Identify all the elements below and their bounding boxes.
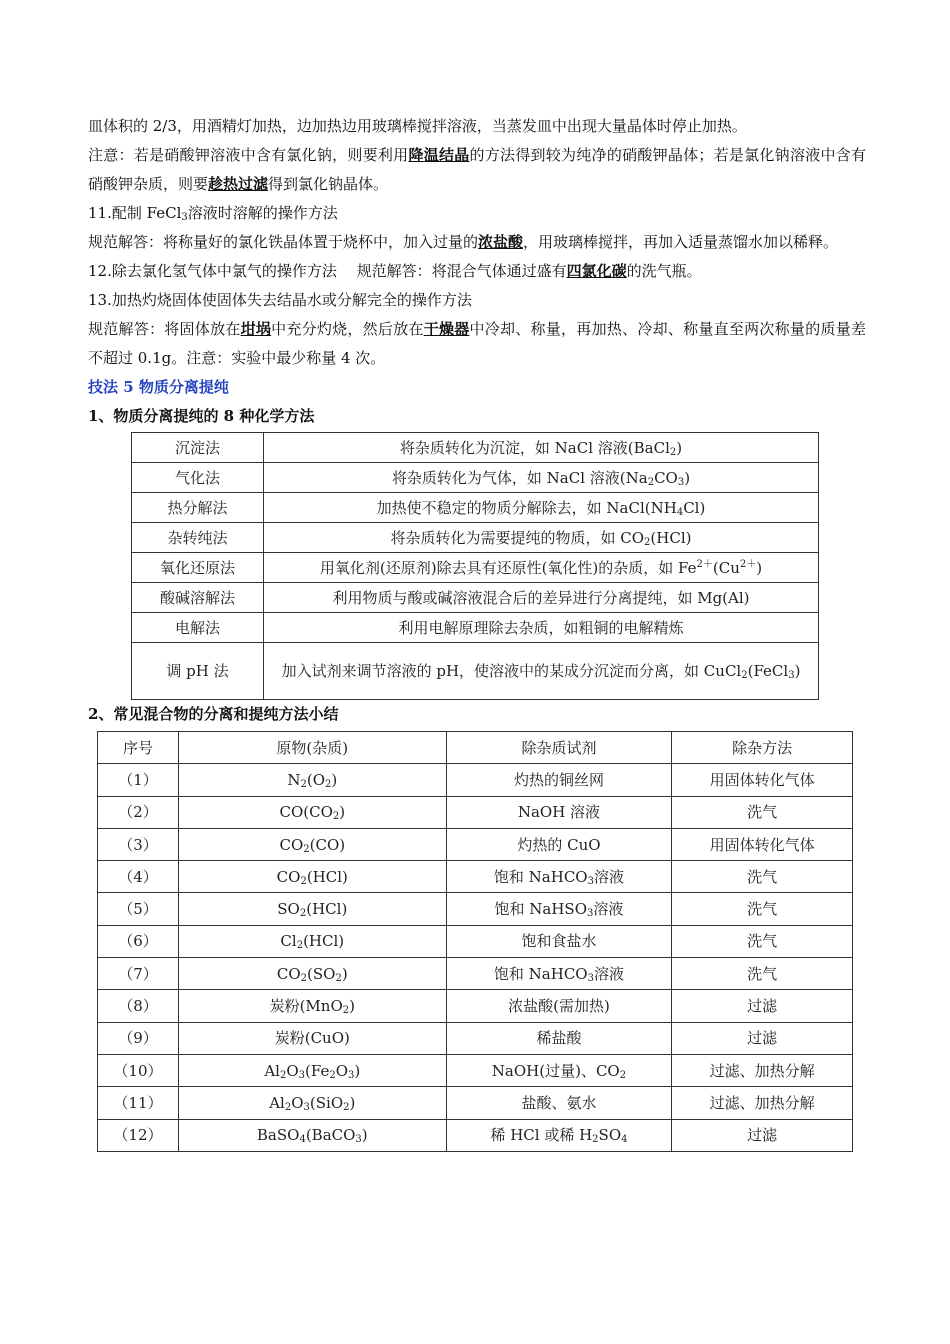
substance-cell: $Cl_2(HCl)$ bbox=[178, 925, 446, 957]
reagent-cell: 饱和 NaHCO$_3$溶液 bbox=[446, 958, 672, 990]
row-number: （2） bbox=[98, 796, 179, 828]
emphasis-term: 降温结晶 bbox=[408, 146, 470, 164]
substance-cell: $CO_2(CO)$ bbox=[178, 828, 446, 860]
method-desc: 将杂质转化为沉淀，如 NaCl 溶液(BaCl$_2$) bbox=[264, 433, 819, 463]
column-header: 除杂方法 bbox=[672, 732, 853, 764]
row-number: （11） bbox=[98, 1087, 179, 1119]
substance-cell: $N_2(O_2)$ bbox=[178, 764, 446, 796]
reagent-cell: 灼热的 CuO bbox=[446, 828, 672, 860]
row-number: （9） bbox=[98, 1022, 179, 1054]
table-row bbox=[98, 1022, 853, 1054]
substance-cell: 炭粉(MnO$_2$) bbox=[178, 990, 446, 1022]
item-11-answer: 规范解答：将称量好的氯化铁晶体置于烧杯中，加入过量的浓盐酸，用玻璃棒搅拌，再加入适量蒸馏水加以稀释。 bbox=[88, 233, 839, 251]
table-row bbox=[98, 893, 853, 925]
table-row bbox=[132, 493, 819, 523]
row-number: （5） bbox=[98, 893, 179, 925]
row-number: （10） bbox=[98, 1054, 179, 1086]
substance-cell: $CO_2(SO_2)$ bbox=[178, 958, 446, 990]
item-12: 12.除去氯化氢气体中氯气的操作方法 规范解答：将混合气体通过盛有四氯化碳的洗气瓶。 bbox=[88, 262, 702, 280]
method-desc: 利用物质与酸或碱溶液混合后的差异进行分离提纯，如 Mg(Al) bbox=[264, 583, 819, 613]
emphasis-term: 趁热过滤 bbox=[208, 175, 269, 193]
table-row bbox=[132, 523, 819, 553]
method-name: 热分解法 bbox=[132, 493, 264, 523]
emphasis-term: 干燥器 bbox=[423, 320, 470, 338]
method-cell: 洗气 bbox=[672, 958, 853, 990]
reagent-cell: 浓盐酸(需加热) bbox=[446, 990, 672, 1022]
method-cell: 洗气 bbox=[672, 861, 853, 893]
method-cell: 洗气 bbox=[672, 893, 853, 925]
method-desc: 加热使不稳定的物质分解除去，如 $NaCl(NH_4Cl)$ bbox=[264, 493, 819, 523]
method-name: 杂转纯法 bbox=[132, 523, 264, 553]
method-desc: 将杂质转化为气体，如 NaCl 溶液$(Na_2CO_3)$ bbox=[264, 463, 819, 493]
method-cell: 过滤 bbox=[672, 1119, 853, 1151]
emphasis-term: 浓盐酸 bbox=[478, 233, 524, 251]
table2-title: 2、常见混合物的分离和提纯方法小结 bbox=[88, 705, 339, 723]
column-header: 原物(杂质) bbox=[178, 732, 446, 764]
method-desc: 加入试剂来调节溶液的 pH，使溶液中的某成分沉淀而分离，如 CuCl$_2$(FeCl$_3$) bbox=[264, 643, 819, 700]
method-cell: 过滤 bbox=[672, 1022, 853, 1054]
table-row bbox=[98, 1054, 853, 1086]
reagent-cell: NaOH 溶液 bbox=[446, 796, 672, 828]
table-row bbox=[98, 796, 853, 828]
table-row bbox=[98, 1087, 853, 1119]
section-title: 技法 5 物质分离提纯 bbox=[88, 378, 229, 396]
method-cell: 用固体转化气体 bbox=[672, 764, 853, 796]
method-name: 气化法 bbox=[132, 463, 264, 493]
table-row bbox=[98, 861, 853, 893]
reagent-cell: 灼热的铜丝网 bbox=[446, 764, 672, 796]
separation-summary-table bbox=[97, 731, 853, 1152]
table-row bbox=[132, 553, 819, 583]
method-cell: 洗气 bbox=[672, 925, 853, 957]
table-row bbox=[98, 764, 853, 796]
table-row bbox=[132, 433, 819, 463]
item-13-heading: 13.加热灼烧固体使固体失去结晶水或分解完全的操作方法 bbox=[88, 291, 472, 309]
row-number: （3） bbox=[98, 828, 179, 860]
table1-title: 1、物质分离提纯的 8 种化学方法 bbox=[88, 407, 315, 425]
method-name: 沉淀法 bbox=[132, 433, 264, 463]
item-13-answer: 规范解答：将固体放在坩埚中充分灼烧，然后放在干燥器中冷却、称量，再加热、冷却、称量直至两次称量的质量差不超过 0.1g。注意：实验中最少称量 4 次。 bbox=[88, 320, 866, 367]
method-name: 氧化还原法 bbox=[132, 553, 264, 583]
emphasis-term: 坩埚 bbox=[240, 320, 272, 338]
method-cell: 过滤 bbox=[672, 990, 853, 1022]
chemical-methods-table bbox=[131, 432, 819, 700]
row-number: （8） bbox=[98, 990, 179, 1022]
method-desc: 利用电解原理除去杂质，如粗铜的电解精炼 bbox=[264, 613, 819, 643]
paragraph-note: 注意：若是硝酸钾溶液中含有氯化钠，则要利用降温结晶的方法得到较为纯净的硝酸钾晶体；若是氯化钠溶液中含有硝酸钾杂质，则要趁热过滤得到氯化钠晶体。 bbox=[88, 146, 866, 193]
reagent-cell: 稀盐酸 bbox=[446, 1022, 672, 1054]
reagent-cell: 稀 HCl 或稀 $H_2SO_4$ bbox=[446, 1119, 672, 1151]
reagent-cell: 饱和 NaHCO$_3$溶液 bbox=[446, 861, 672, 893]
column-header: 除杂质试剂 bbox=[446, 732, 672, 764]
substance-cell: $CO(CO_2)$ bbox=[178, 796, 446, 828]
emphasis-term: 四氯化碳 bbox=[566, 262, 627, 280]
item-11-heading: 11.配制 FeCl$_3$溶液时溶解的操作方法 bbox=[88, 204, 338, 223]
reagent-cell: 饱和食盐水 bbox=[446, 925, 672, 957]
table-row bbox=[98, 1119, 853, 1151]
method-name: 调 pH 法 bbox=[132, 643, 264, 700]
table-row bbox=[132, 643, 819, 700]
table-row bbox=[132, 463, 819, 493]
table-row bbox=[132, 613, 819, 643]
reagent-cell: 盐酸、氨水 bbox=[446, 1087, 672, 1119]
document-page bbox=[88, 112, 866, 1152]
reagent-cell: 饱和 NaHSO$_3$溶液 bbox=[446, 893, 672, 925]
table-row bbox=[98, 925, 853, 957]
table-header-row bbox=[98, 732, 853, 764]
substance-cell: $Al_2O_3(Fe_2O_3)$ bbox=[178, 1054, 446, 1086]
method-desc: 将杂质转化为需要提纯的物质，如 $CO_2(HCl)$ bbox=[264, 523, 819, 553]
method-name: 电解法 bbox=[132, 613, 264, 643]
method-cell: 洗气 bbox=[672, 796, 853, 828]
substance-cell: $Al_2O_3(SiO_2)$ bbox=[178, 1087, 446, 1119]
table-row bbox=[98, 990, 853, 1022]
row-number: （7） bbox=[98, 958, 179, 990]
row-number: （12） bbox=[98, 1119, 179, 1151]
method-cell: 过滤、加热分解 bbox=[672, 1087, 853, 1119]
row-number: （1） bbox=[98, 764, 179, 796]
row-number: （4） bbox=[98, 861, 179, 893]
substance-cell: $SO_2(HCl)$ bbox=[178, 893, 446, 925]
table-row bbox=[132, 583, 819, 613]
column-header: 序号 bbox=[98, 732, 179, 764]
table-row bbox=[98, 958, 853, 990]
method-name: 酸碱溶解法 bbox=[132, 583, 264, 613]
substance-cell: 炭粉(CuO) bbox=[178, 1022, 446, 1054]
method-cell: 用固体转化气体 bbox=[672, 828, 853, 860]
method-desc: 用氧化剂(还原剂)除去具有还原性(氧化性)的杂质，如 $Fe^{2+}(Cu^{2+})$ bbox=[264, 553, 819, 583]
reagent-cell: NaOH(过量)、$CO_2$ bbox=[446, 1054, 672, 1086]
row-number: （6） bbox=[98, 925, 179, 957]
method-cell: 过滤、加热分解 bbox=[672, 1054, 853, 1086]
table-row bbox=[98, 828, 853, 860]
paragraph-evaporation: 皿体积的 2/3，用酒精灯加热，边加热边用玻璃棒搅拌溶液，当蒸发皿中出现大量晶体时停止加热。 bbox=[88, 117, 747, 135]
substance-cell: BaSO$_4$(BaCO$_3$) bbox=[178, 1119, 446, 1151]
substance-cell: $CO_2(HCl)$ bbox=[178, 861, 446, 893]
